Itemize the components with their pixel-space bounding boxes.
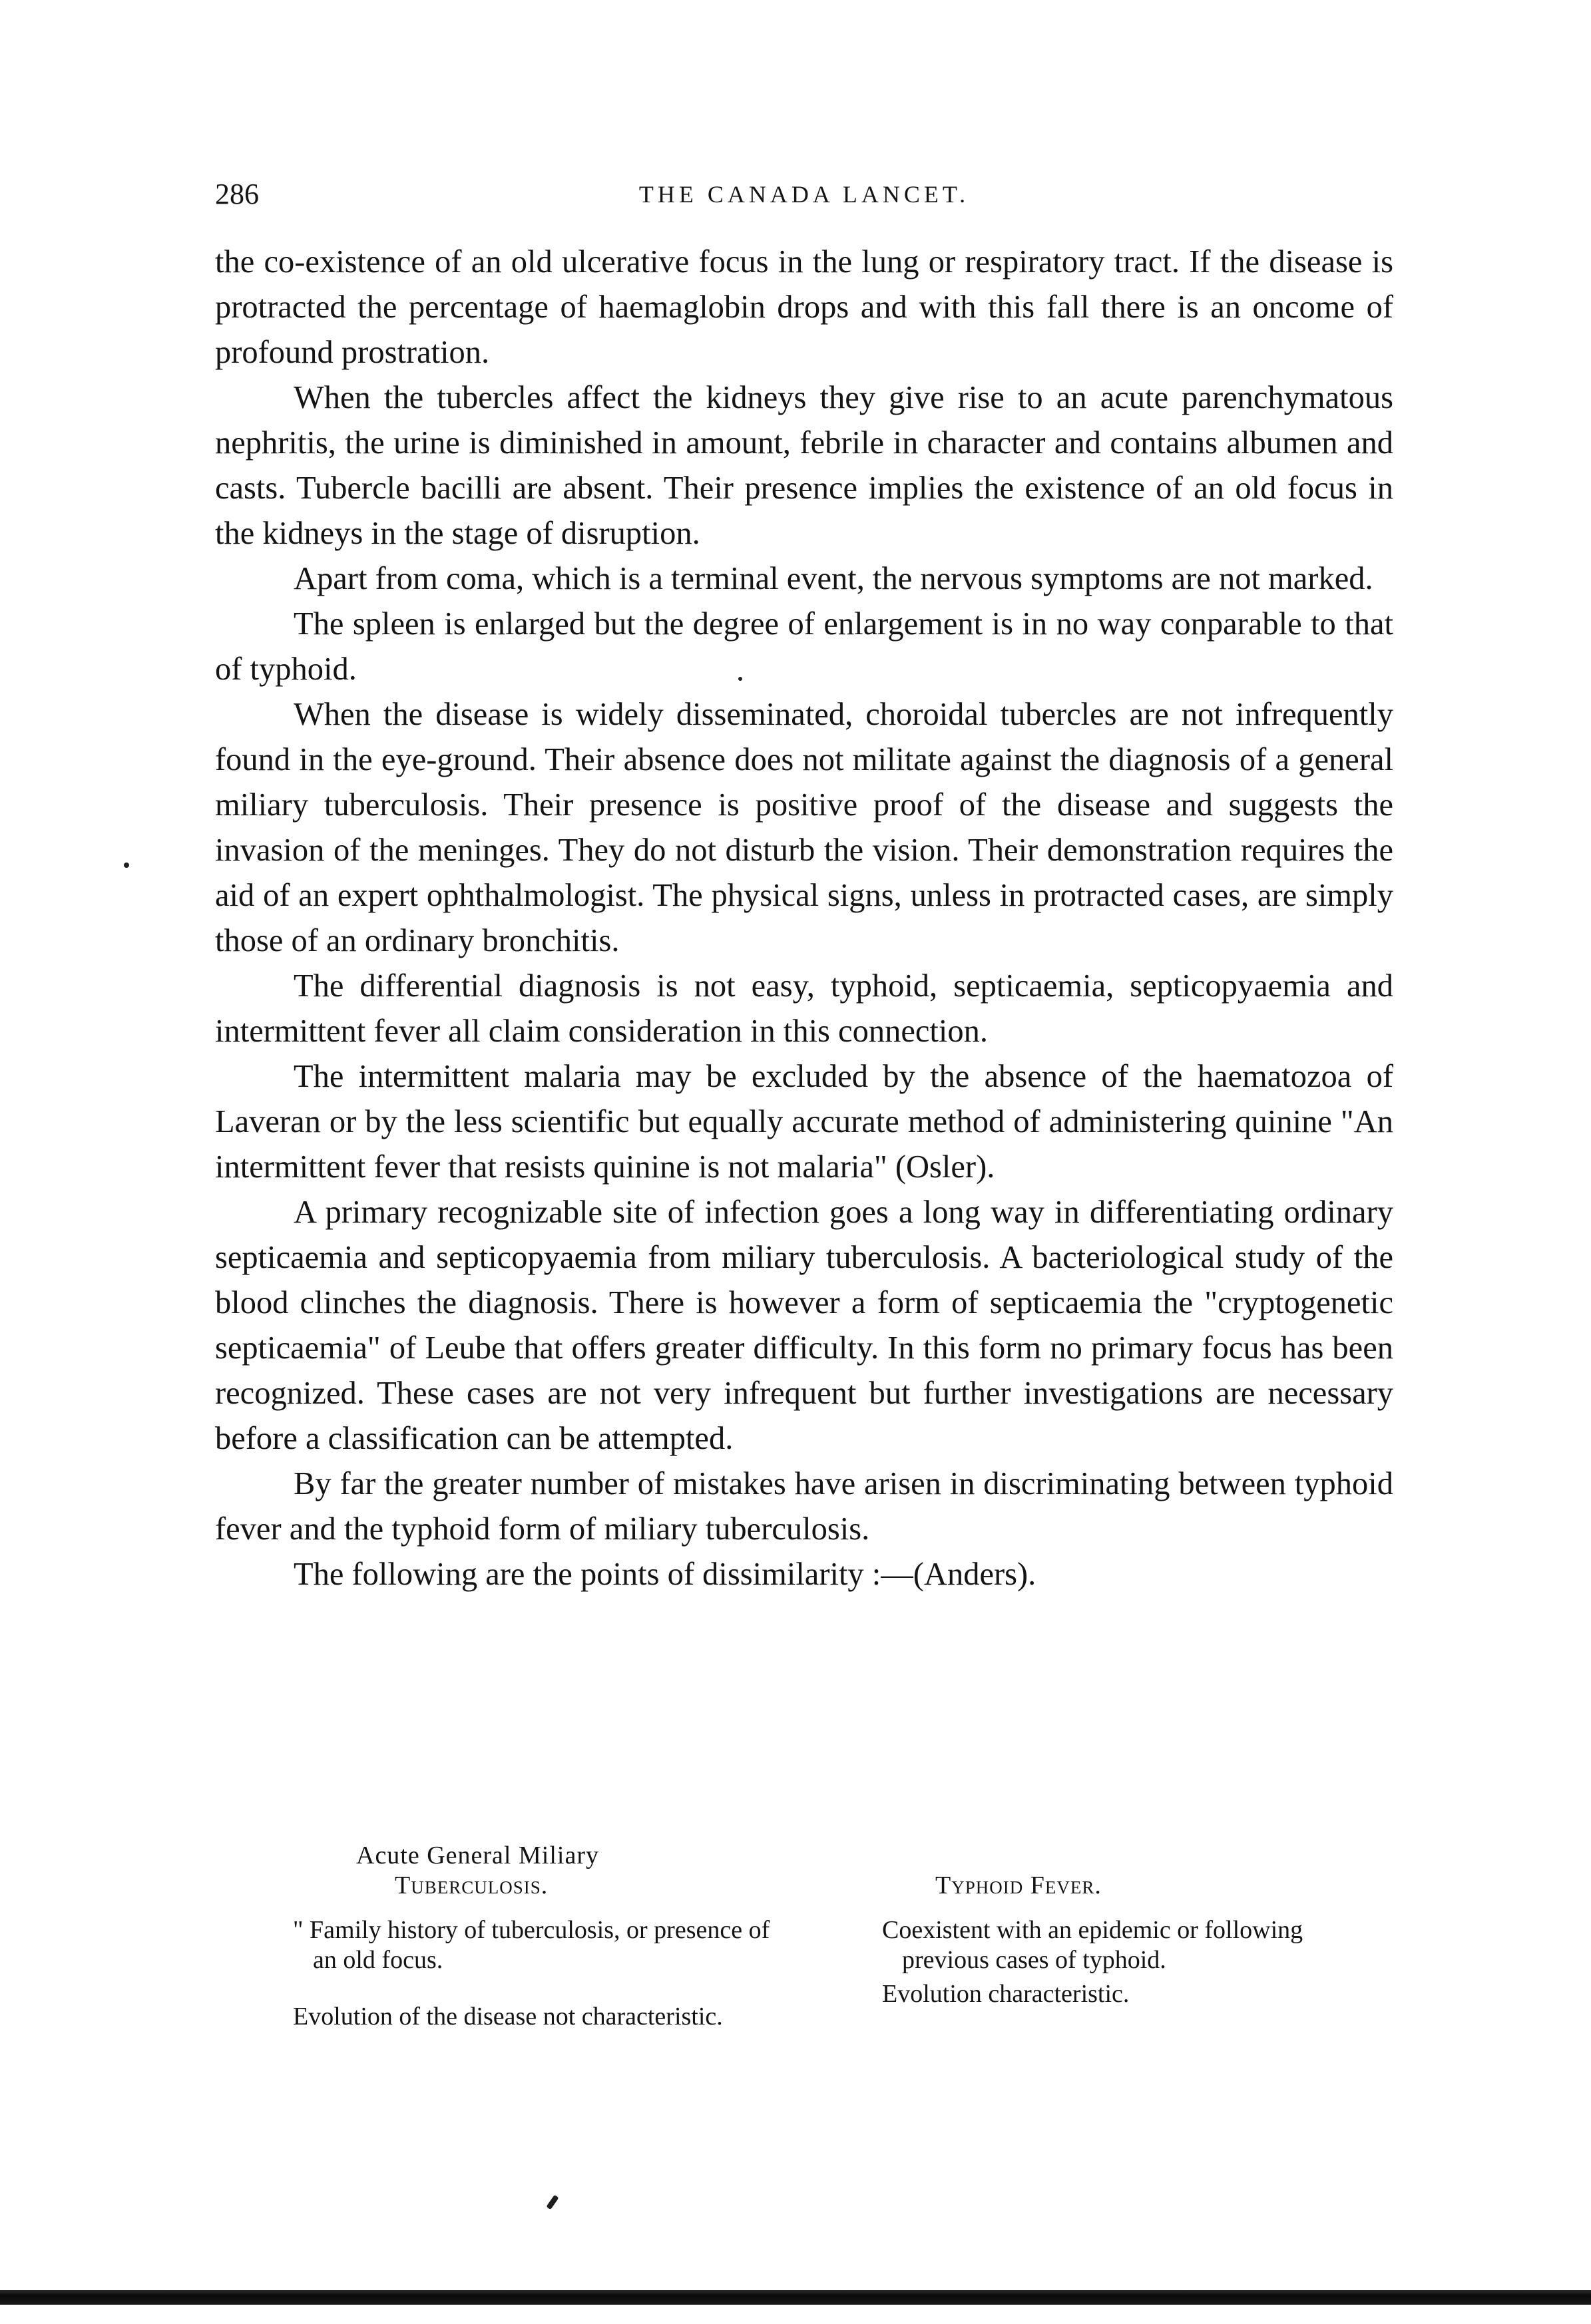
paragraph: When the disease is widely disseminated, choroidal tubercles are not infrequently found in the eye-ground. Their absence does not militate against the diagnosis of a general miliary tuberculosis. Their presence is positive proof of the disease and suggests the invasion of the meninges. They do not disturb the vision. Their demonstration requires the aid of an expert ophthalmologist. The physical signs, unless in protracted cases, are simply those of an ordinary bronchitis. <box>215 697 1393 958</box>
print-speck <box>738 677 742 681</box>
paragraph: A primary recognizable site of infection goes a long way in differentiating ordinary septicaemia and septicopyaemia from miliary tuberculosis. A bacteriological study of the blood clinches the diagnosis. There is however a form of septicaemia the "cryptogenetic septicaemia" of Leube that offers greater difficulty. In this form no primary focus has been recognized. These cases are not very infrequent but further investigations are necessary before a classification can be attempted. <box>215 1195 1393 1456</box>
column-heading-line: Typhoid Fever. <box>935 1871 1102 1899</box>
paragraph: By far the greater number of mistakes have arisen in discriminating between typhoid fever and the typhoid form of miliary tuberculosis. <box>215 1466 1393 1547</box>
ink-mark <box>546 2195 559 2210</box>
paragraph: The intermittent malaria may be excluded by the absence of the haematozoa of Laveran or by the less scientific but equally accurate method of administering quinine "An intermittent fever that resists quinine is not malaria" (Osler). <box>215 1059 1393 1185</box>
paragraph: The differential diagnosis is not easy, typhoid, septicaemia, septicopyaemia and intermittent fever all claim consideration in this connection. <box>215 968 1393 1049</box>
paragraph: The following are the points of dissimilarity :—(Anders). <box>294 1557 1036 1592</box>
page-number: 286 <box>215 178 259 210</box>
comparison-entry: Coexistent with an epidemic or following previous cases of typhoid. <box>882 1916 1303 1974</box>
column-heading-line: Acute General Miliary <box>356 1841 599 1869</box>
paragraph: the co-existence of an old ulcerative focus in the lung or respiratory tract. If the disease is protracted the percentage of haemaglobin drops and with this fall there is an oncome of profound prostration. <box>215 244 1393 370</box>
comparison-entry: Evolution characteristic. <box>882 1980 1130 2008</box>
comparison-entry: Evolution of the disease not characteristic. <box>293 2003 723 2031</box>
comparison-column-typhoid <box>882 1841 1365 2009</box>
column-heading <box>293 1841 799 1901</box>
scan-edge-rule <box>0 2290 1591 2305</box>
paragraph: When the tubercles affect the kidneys they give rise to an acute parenchymatous nephritis, the urine is diminished in amount, febrile in character and contains albumen and casts. Tubercle bacilli are absent. Their presence implies the existence of an old focus in the kidneys in the stage of disruption. <box>215 380 1393 551</box>
column-heading <box>882 1841 1365 1901</box>
page-header <box>215 174 1393 214</box>
column-heading-line: Tuberculosis. <box>395 1871 549 1899</box>
article-body <box>215 240 1393 1597</box>
running-head: THE CANADA LANCET. <box>638 181 970 208</box>
paragraph: Apart from coma, which is a terminal event, the nervous symptoms are not marked. <box>294 561 1373 596</box>
comparison-entry: " Family history of tuberculosis, or presence of an old focus. <box>293 1916 770 1974</box>
comparison-column-tuberculosis <box>293 1841 799 2032</box>
margin-speck <box>124 863 129 868</box>
paragraph: The spleen is enlarged but the degree of enlargement is in no way conparable to that of typhoid. <box>215 606 1393 687</box>
